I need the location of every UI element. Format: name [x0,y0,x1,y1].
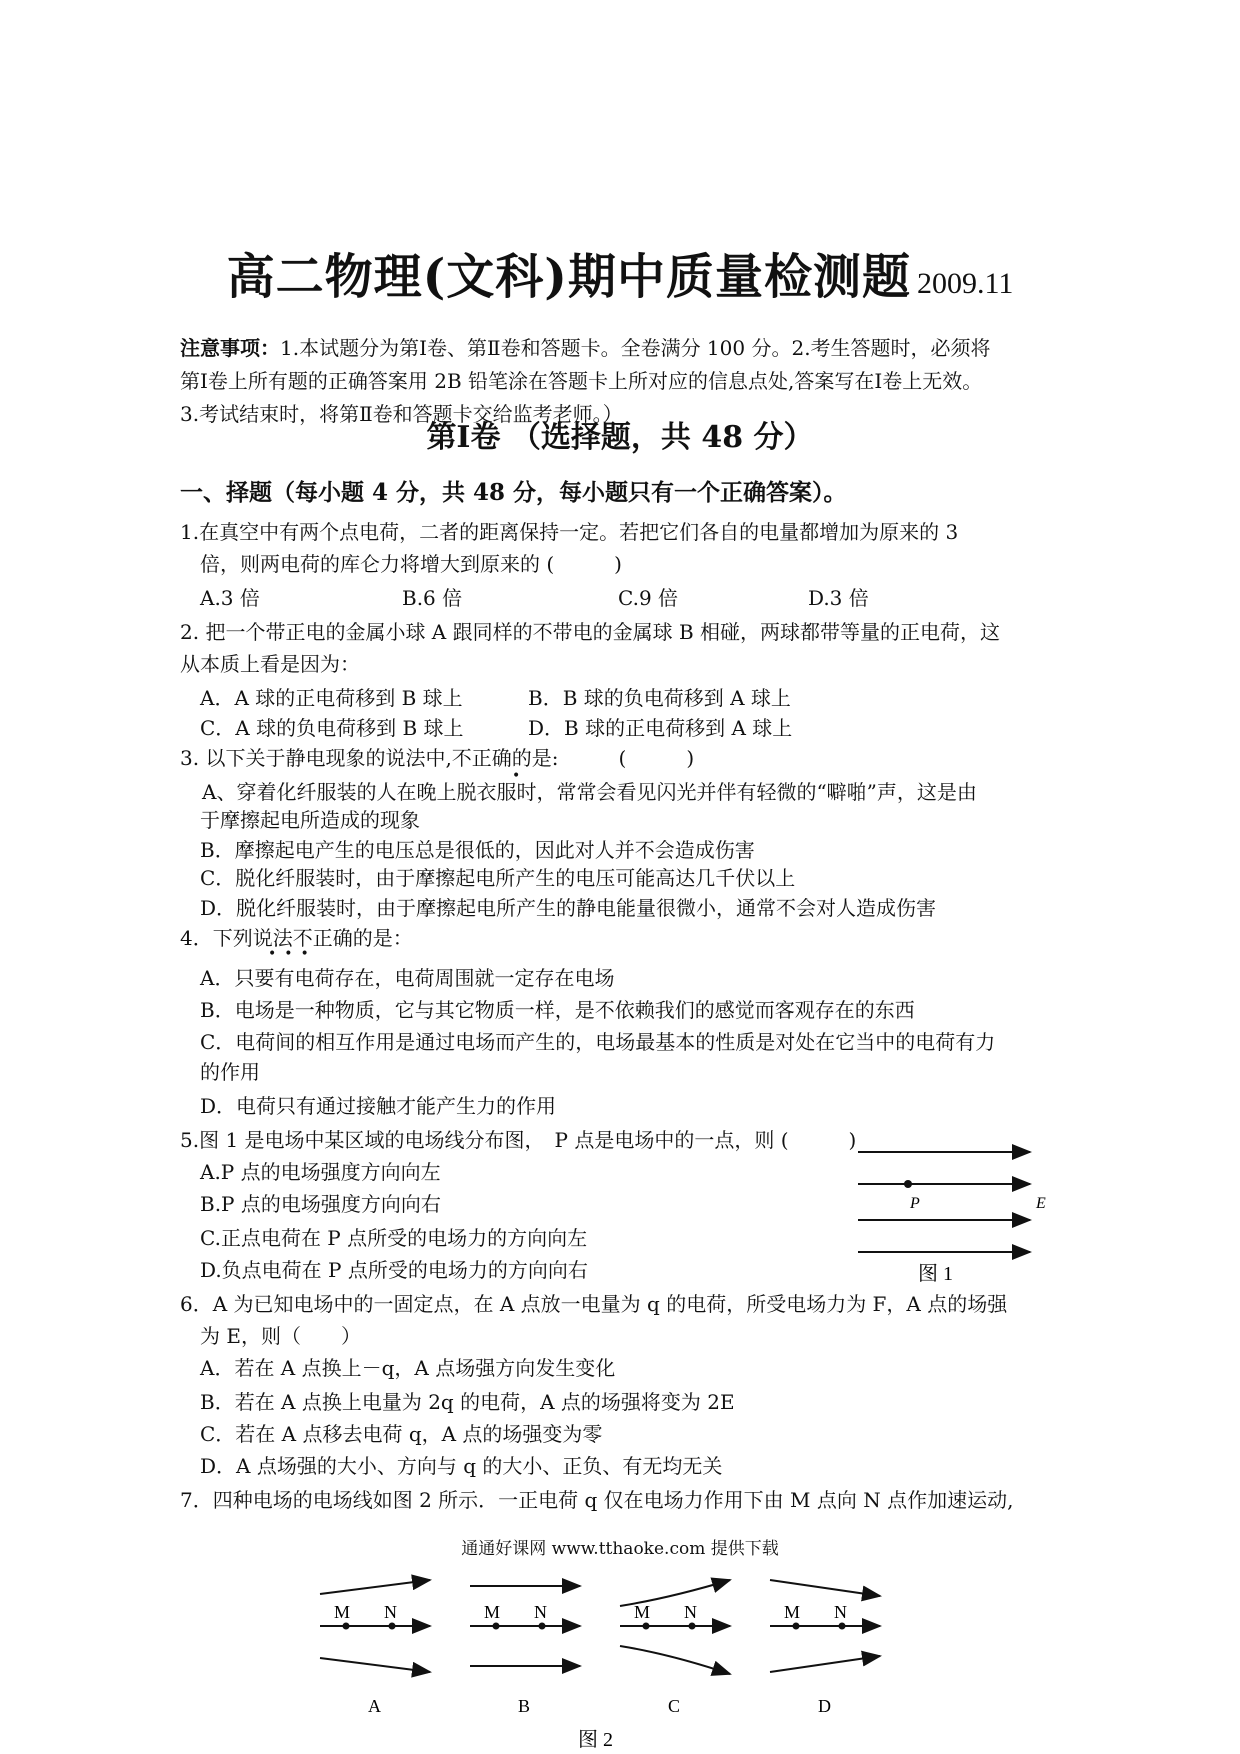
q1-line1: 1.在真空中有两个点电荷，二者的距离保持一定。若把它们各自的电量都增加为原来的 3 [180,520,959,544]
panel-b [470,1586,580,1716]
title-date: 2009.11 [917,267,1014,300]
m-label: M [634,1602,651,1622]
section-title: 第Ⅰ卷 （选择题，共 48 分） [426,420,814,455]
title-main: 高二物理(文科)期中质量检测题 [226,249,912,305]
q5-line1: 5.图 1 是电场中某区域的电场线分布图， P 点是电场中的一点，则 ( ) [180,1128,857,1152]
option-label: A [368,1696,381,1716]
q4-option-c-line1: C．电荷间的相互作用是通过电场而产生的，电场最基本的性质是对处在它当中的电荷有力 [200,1030,996,1054]
q4-line1: 4．下列说法不正确的是： [180,926,413,950]
point-p-label: P [910,1195,920,1212]
q1-option-b: B.6 倍 [402,586,463,610]
q3-option-d: D．脱化纤服装时，由于摩擦起电所产生的静电能量很微小，通常不会对人造成伤害 [200,896,937,920]
q5-option-d: D.负点电荷在 P 点所受的电场力的方向向右 [200,1258,588,1282]
q2-option-d: D．B 球的正电荷移到 A 球上 [528,716,793,740]
notice-line1: 1.本试题分为第Ⅰ卷、第Ⅱ卷和答题卡。全卷满分 100 分。2.考生答题时，必须将 [280,336,991,360]
q6-line2: 为 E，则（ ） [200,1324,361,1348]
option-label: D [818,1696,831,1716]
q2-option-c: C．A 球的负电荷移到 B 球上 [200,716,464,740]
point-m [343,1623,350,1630]
point-n [839,1623,846,1630]
panel-a [320,1580,430,1716]
q3-option-a-line1: A、穿着化纤服装的人在晚上脱衣服时，常常会看见闪光并伴有轻微的“噼啪”声，这是由 [202,780,977,804]
q4-option-d: D．电荷只有通过接触才能产生力的作用 [200,1094,557,1118]
watermark: 通通好课网 www.tthaoke.com 提供下载 [461,1539,779,1559]
q4-option-a: A．只要有电荷存在，电荷周围就一定存在电场 [200,966,615,990]
q2-option-b: B．B 球的负电荷移到 A 球上 [528,686,791,710]
figure-1-caption: 图 1 [918,1263,953,1285]
notice-label: 注意事项： [180,336,280,360]
figure-1 [840,1130,1060,1290]
point-m [493,1623,500,1630]
q5-option-c: C.正点电荷在 P 点所受的电场力的方向向左 [200,1226,588,1250]
q6-option-a: A．若在 A 点换上－q，A 点场强方向发生变化 [200,1356,616,1380]
emphasis-dots: ••• [268,946,317,962]
q2-line2: 从本质上看是因为： [180,652,360,676]
n-label: N [534,1602,547,1622]
q5-option-b: B.P 点的电场强度方向向右 [200,1192,441,1216]
q4-option-b: B．电场是一种物质，它与其它物质一样，是不依赖我们的感觉而客观存在的东西 [200,998,915,1022]
n-label: N [684,1602,697,1622]
n-label: N [834,1602,847,1622]
figure-2 [300,1570,920,1750]
notice-line2: 第Ⅰ卷上所有题的正确答案用 2B 铅笔涂在答题卡上所对应的信息点处,答案写在Ⅰ卷上无效。 [180,369,983,393]
m-label: M [784,1602,801,1622]
point-n [389,1623,396,1630]
q3-option-c: C．脱化纤服装时，由于摩擦起电所产生的电压可能高达几千伏以上 [200,866,796,890]
q4-option-c-line2: 的作用 [200,1060,260,1084]
q2-line1: 2. 把一个带正电的金属小球 A 跟同样的不带电的金属球 B 相碰，两球都带等量的正电荷，这 [180,620,1001,644]
q6-option-b: B．若在 A 点换上电量为 2q 的电荷，A 点的场强将变为 2E [200,1390,735,1414]
m-label: M [484,1602,501,1622]
point-p [904,1180,912,1188]
figure-2-caption: 图 2 [578,1729,613,1750]
q1-option-a: A.3 倍 [200,586,260,610]
q6-line1: 6．A 为已知电场中的一固定点，在 A 点放一电量为 q 的电荷，所受电场力为 F，A 点的场强 [180,1292,1008,1316]
emphasis-dots: • [512,768,529,784]
point-n [689,1623,696,1630]
n-label: N [384,1602,397,1622]
q5-option-a: A.P 点的电场强度方向向左 [200,1160,441,1184]
panel-c [620,1580,730,1716]
q6-option-d: D．A 点场强的大小、方向与 q 的大小、正负、有无均无关 [200,1454,723,1478]
point-n [539,1623,546,1630]
q6-option-c: C．若在 A 点移去电荷 q，A 点的场强变为零 [200,1422,603,1446]
q3-option-a-line2: 于摩擦起电所造成的现象 [200,808,420,832]
panel-d [770,1580,880,1716]
q1-option-c: C.9 倍 [618,586,679,610]
field-e-label: E [1036,1195,1046,1212]
q1-line2: 倍，则两电荷的库仑力将增大到原来的 ( ) [200,552,622,576]
point-m [643,1623,650,1630]
q1-option-d: D.3 倍 [808,586,869,610]
option-label: C [668,1696,681,1716]
q7-line1: 7．四种电场的电场线如图 2 所示．一正电荷 q 仅在电场力作用下由 M 点向 N 点作加速运动, [180,1488,1014,1512]
notice-line3: 3.考试结束时，将第Ⅱ卷和答题卡交给监考老师。） [180,402,623,426]
part-title: 一、择题（每小题 4 分，共 48 分，每小题只有一个正确答案）。 [180,479,847,506]
m-label: M [334,1602,351,1622]
q3-line1: 3. 以下关于静电现象的说法中,不正确的是: ( ) [180,746,695,770]
option-label: B [518,1696,531,1716]
page-title [0,238,1240,307]
q2-option-a: A．A 球的正电荷移到 B 球上 [200,686,463,710]
q3-option-b: B．摩擦起电产生的电压总是很低的，因此对人并不会造成伤害 [200,838,755,862]
point-m [793,1623,800,1630]
